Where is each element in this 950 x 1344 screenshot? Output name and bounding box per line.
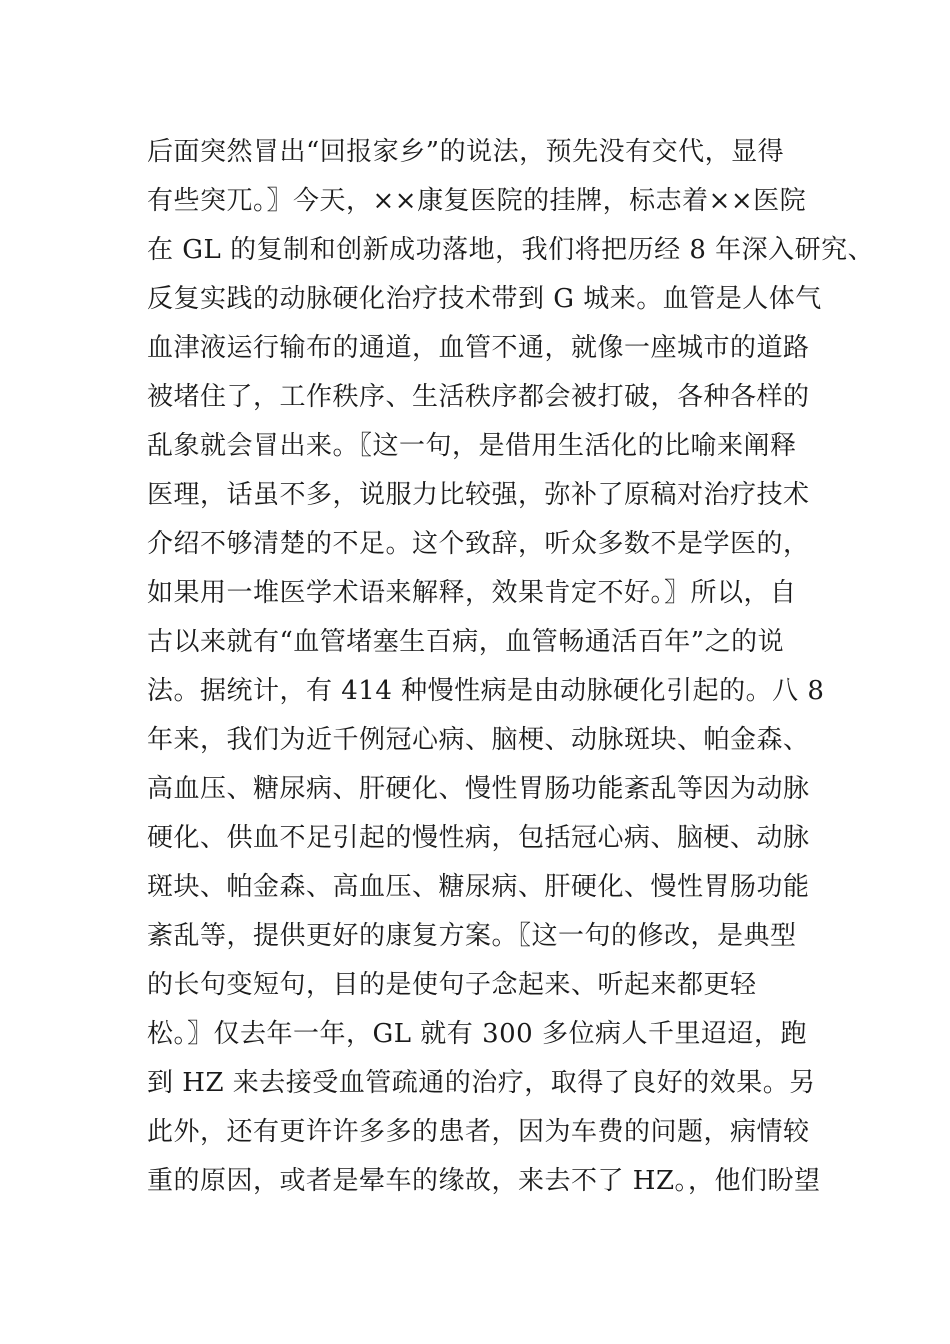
text-line: 到 HZ 来去接受血管疏通的治疗，取得了良好的效果。另: [147, 1068, 816, 1098]
text-line: 斑块、帕金森、高血压、糖尿病、肝硬化、慢性胃肠功能: [147, 872, 810, 902]
text-line: 重的原因，或者是晕车的缘故，来去不了 HZ。，他们盼望: [147, 1166, 821, 1196]
text-line: 紊乱等，提供更好的康复方案。〖这一句的修改，是典型: [147, 921, 797, 951]
text-line: 高血压、糖尿病、肝硬化、慢性胃肠功能紊乱等因为动脉: [147, 774, 810, 804]
text-line: 古以来就有“血管堵塞生百病，血管畅通活百年”之的说: [147, 627, 785, 657]
text-line: 后面突然冒出“回报家乡”的说法，预先没有交代，显得: [147, 137, 785, 167]
text-line: 硬化、供血不足引起的慢性病，包括冠心病、脑梗、动脉: [147, 823, 810, 853]
text-line: 的长句变短句，目的是使句子念起来、听起来都更轻: [147, 970, 757, 1000]
text-line: 此外，还有更许许多多的患者，因为车费的问题，病情较: [147, 1117, 810, 1147]
text-line: 被堵住了，工作秩序、生活秩序都会被打破，各种各样的: [147, 382, 810, 412]
text-line: 法。据统计，有 414 种慢性病是由动脉硬化引起的。八 8: [147, 676, 825, 706]
body-text: [147, 128, 875, 1206]
text-line: 在 GL 的复制和创新成功落地，我们将把历经 8 年深入研究、: [147, 235, 875, 265]
text-line: 松。〗仅去年一年，GL 就有 300 多位病人千里迢迢，跑: [147, 1019, 807, 1049]
text-line: 介绍不够清楚的不足。这个致辞，听众多数不是学医的，: [147, 529, 810, 559]
text-line: 反复实践的动脉硬化治疗技术带到 G 城来。血管是人体气: [147, 284, 822, 314]
text-line: 血津液运行输布的通道，血管不通，就像一座城市的道路: [147, 333, 810, 363]
text-line: 乱象就会冒出来。〖这一句，是借用生活化的比喻来阐释: [147, 431, 797, 461]
text-line: 有些突兀。〗今天，××康复医院的挂牌，标志着××医院: [147, 186, 807, 216]
text-line: 年来，我们为近千例冠心病、脑梗、动脉斑块、帕金森、: [147, 725, 810, 755]
text-line: 如果用一堆医学术语来解释，效果肯定不好。〗所以，自: [147, 578, 797, 608]
text-line: 医理，话虽不多，说服力比较强，弥补了原稿对治疗技术: [147, 480, 810, 510]
